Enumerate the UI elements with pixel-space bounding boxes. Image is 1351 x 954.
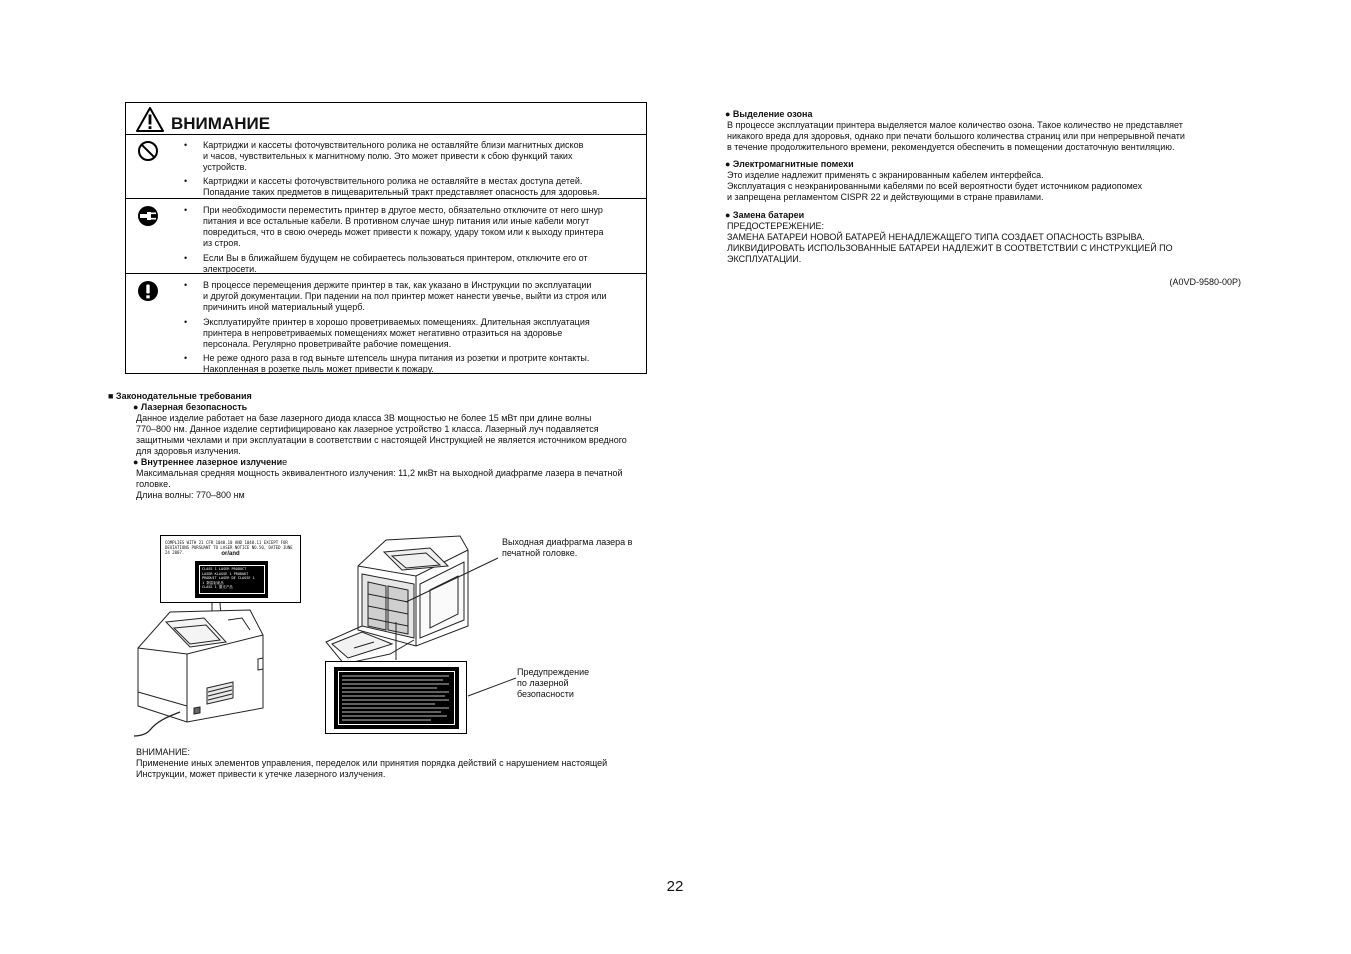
orand-text: or/and — [221, 551, 240, 557]
laser-warning-sticker — [334, 667, 459, 729]
warning-text: При необходимости переместить принтер в другое место, обязательно отключите от него шнур питания и все остальные кабели. В противном случае шнур питания или иные кабели могут повредиться, что в свою очередь может привести к пожару, удару током или к выходу принтера из строя. — [203, 205, 604, 248]
warning-row-prohibition — [126, 135, 646, 199]
caution-heading: ВНИМАНИЕ: — [136, 747, 190, 757]
laser-warning-sticker-inner — [338, 671, 455, 725]
warning-text: Картриджи и кассеты фоточувствительного ролика не оставляйте в местах доступа детей. Попадание таких предметов в пищеварительный тракт представляет опасность для здоровья. — [203, 176, 600, 197]
warning-row-exclamation — [126, 274, 646, 374]
warning-text: Эксплуатируйте принтер в хорошо проветриваемых помещениях. Длительная эксплуатация принтера в непроветриваемых помещениях может негативно отразиться на здоровье персонала. Регулярно проветривайте рабочие помещения. — [203, 317, 590, 349]
document-code: (A0VD-9580-00P) — [1169, 277, 1241, 287]
ozone-heading: ● Выделение озона — [725, 109, 813, 119]
warning-header — [126, 103, 646, 135]
warning-text: Не реже одного раза в год выньте штепсель шнура питания из розетки и протрите контакты. Накопленная в розетке пыль может привести к пожару. — [203, 353, 590, 374]
internal-laser-text: Максимальная средняя мощность эквивалентного излучения: 11,2 мкВт на выходной диафрагме лазера в печатной головке. Длина волны: 770–800 нм — [136, 468, 623, 500]
laser-warning-label — [325, 661, 467, 734]
unplug-icon — [137, 205, 159, 227]
exclamation-icon — [137, 280, 159, 302]
warning-row-unplug — [126, 199, 646, 274]
bullet: • — [184, 353, 188, 363]
page-number: 22 — [666, 878, 684, 895]
warning-text: Картриджи и кассеты фоточувствительного ролика не оставляйте близи магнитных дисков и часов, чувствительных к магнитному полю. Это может привести к сбою функций таких устройств. — [203, 140, 584, 172]
warning-box — [125, 102, 647, 374]
ozone-text: В процессе эксплуатации принтера выделяется малое количество озона. Такое количество не представляет никакого вреда для здоровья, однако при печати большого количества страниц или при непрерывной печати в течение продолжительного времени, рекомендуется обеспечить в помещении достаточную вентиляцию. — [727, 120, 1185, 152]
internal-laser-heading: ● Внутреннее лазерное излучение — [133, 457, 288, 467]
cdrh-text: COMPLIES WITH 21 CFR 1040.10 AND 1040.11 EXCEPT FOR DEVIATIONS PURSUANT TO LASER NOTICE NO.50, DATED JUNE 24 2007. — [165, 540, 293, 555]
laser-warning-sticker-lines — [339, 672, 454, 724]
warning-triangle-icon — [135, 106, 165, 133]
warning-title: ВНИМАНИЕ — [171, 114, 271, 133]
bullet: • — [184, 140, 188, 150]
prohibition-icon — [137, 140, 159, 162]
legal-heading: ■ Законодательные требования — [108, 391, 252, 401]
laser-safety-text: Данное изделие работает на базе лазерного диода класса 3В мощностью не более 15 мВт при длине волны 770–800 нм. Данное изделие сертифицировано как лазерное устройство 1 класса. Лазерный луч подавляется защитными чехлами и при эксплуатации в соответствии с настоящей Инструкцией не является источником вредного для здоровья излучения. — [136, 413, 627, 456]
emi-heading: ● Электромагнитные помехи — [725, 159, 854, 169]
emi-text: Это изделие надлежит применять с экранированным кабелем интерфейса. Эксплуатация с неэкранированными кабелями по всей вероятности будет источником радиопомех и запрещена регламентом CISPR 22 и действующими в стране правилами. — [727, 170, 1143, 202]
battery-heading: ● Замена батареи — [725, 210, 805, 220]
caution-text: Применение иных элементов управления, переделок или принятия порядка действий с нарушением настоящей Инструкции, может привести к утечке лазерного излучения. — [136, 758, 608, 779]
bullet: • — [184, 253, 188, 263]
warning-label-leader — [466, 676, 518, 698]
warning-text: В процессе перемещения держите принтер в так, как указано в Инструкции по эксплуатации и другой документации. При падении на пол принтер может нанести увечье, выйти из строя или причинить иной материальный ущерб. — [203, 280, 607, 312]
bullet: • — [184, 205, 188, 215]
bullet: • — [184, 280, 188, 290]
safety-label-caption: Предупреждение по лазерной безопасности — [517, 667, 590, 699]
laser-class-text: CLASS 1 LASER PRODUCT LASER KLASSE 1 PRODUKT PRODUIT LASER DE CLASSE 1 1 類雷射產品 CLASS 1 激光产品 — [199, 565, 265, 594]
bullet: • — [184, 176, 188, 186]
laser-safety-heading: ● Лазерная безопасность — [133, 402, 248, 412]
aperture-caption: Выходная диафрагма лазера в печатной головке. — [502, 537, 633, 558]
warning-text: Если Вы в ближайшем будущем не собираетесь пользоваться принтером, отключите его от электросети. — [203, 253, 588, 274]
bullet: • — [184, 317, 188, 327]
battery-text: ПРЕДОСТЕРЕЖЕНИЕ: ЗАМЕНА БАТАРЕИ НОВОЙ БАТАРЕЙ НЕНАДЛЕЖАЩЕГО ТИПА СОЗДАЕТ ОПАСНОСТЬ ВЗРЫВА. ЛИКВИДИРОВАТЬ ИСПОЛЬЗОВАННЫЕ БАТАРЕИ НАДЛЕЖИТ В СООТВЕТСТВИИ С ИНСТРУКЦИЕЙ ПО ЭКСПЛУАТАЦИИ. — [727, 221, 1173, 264]
